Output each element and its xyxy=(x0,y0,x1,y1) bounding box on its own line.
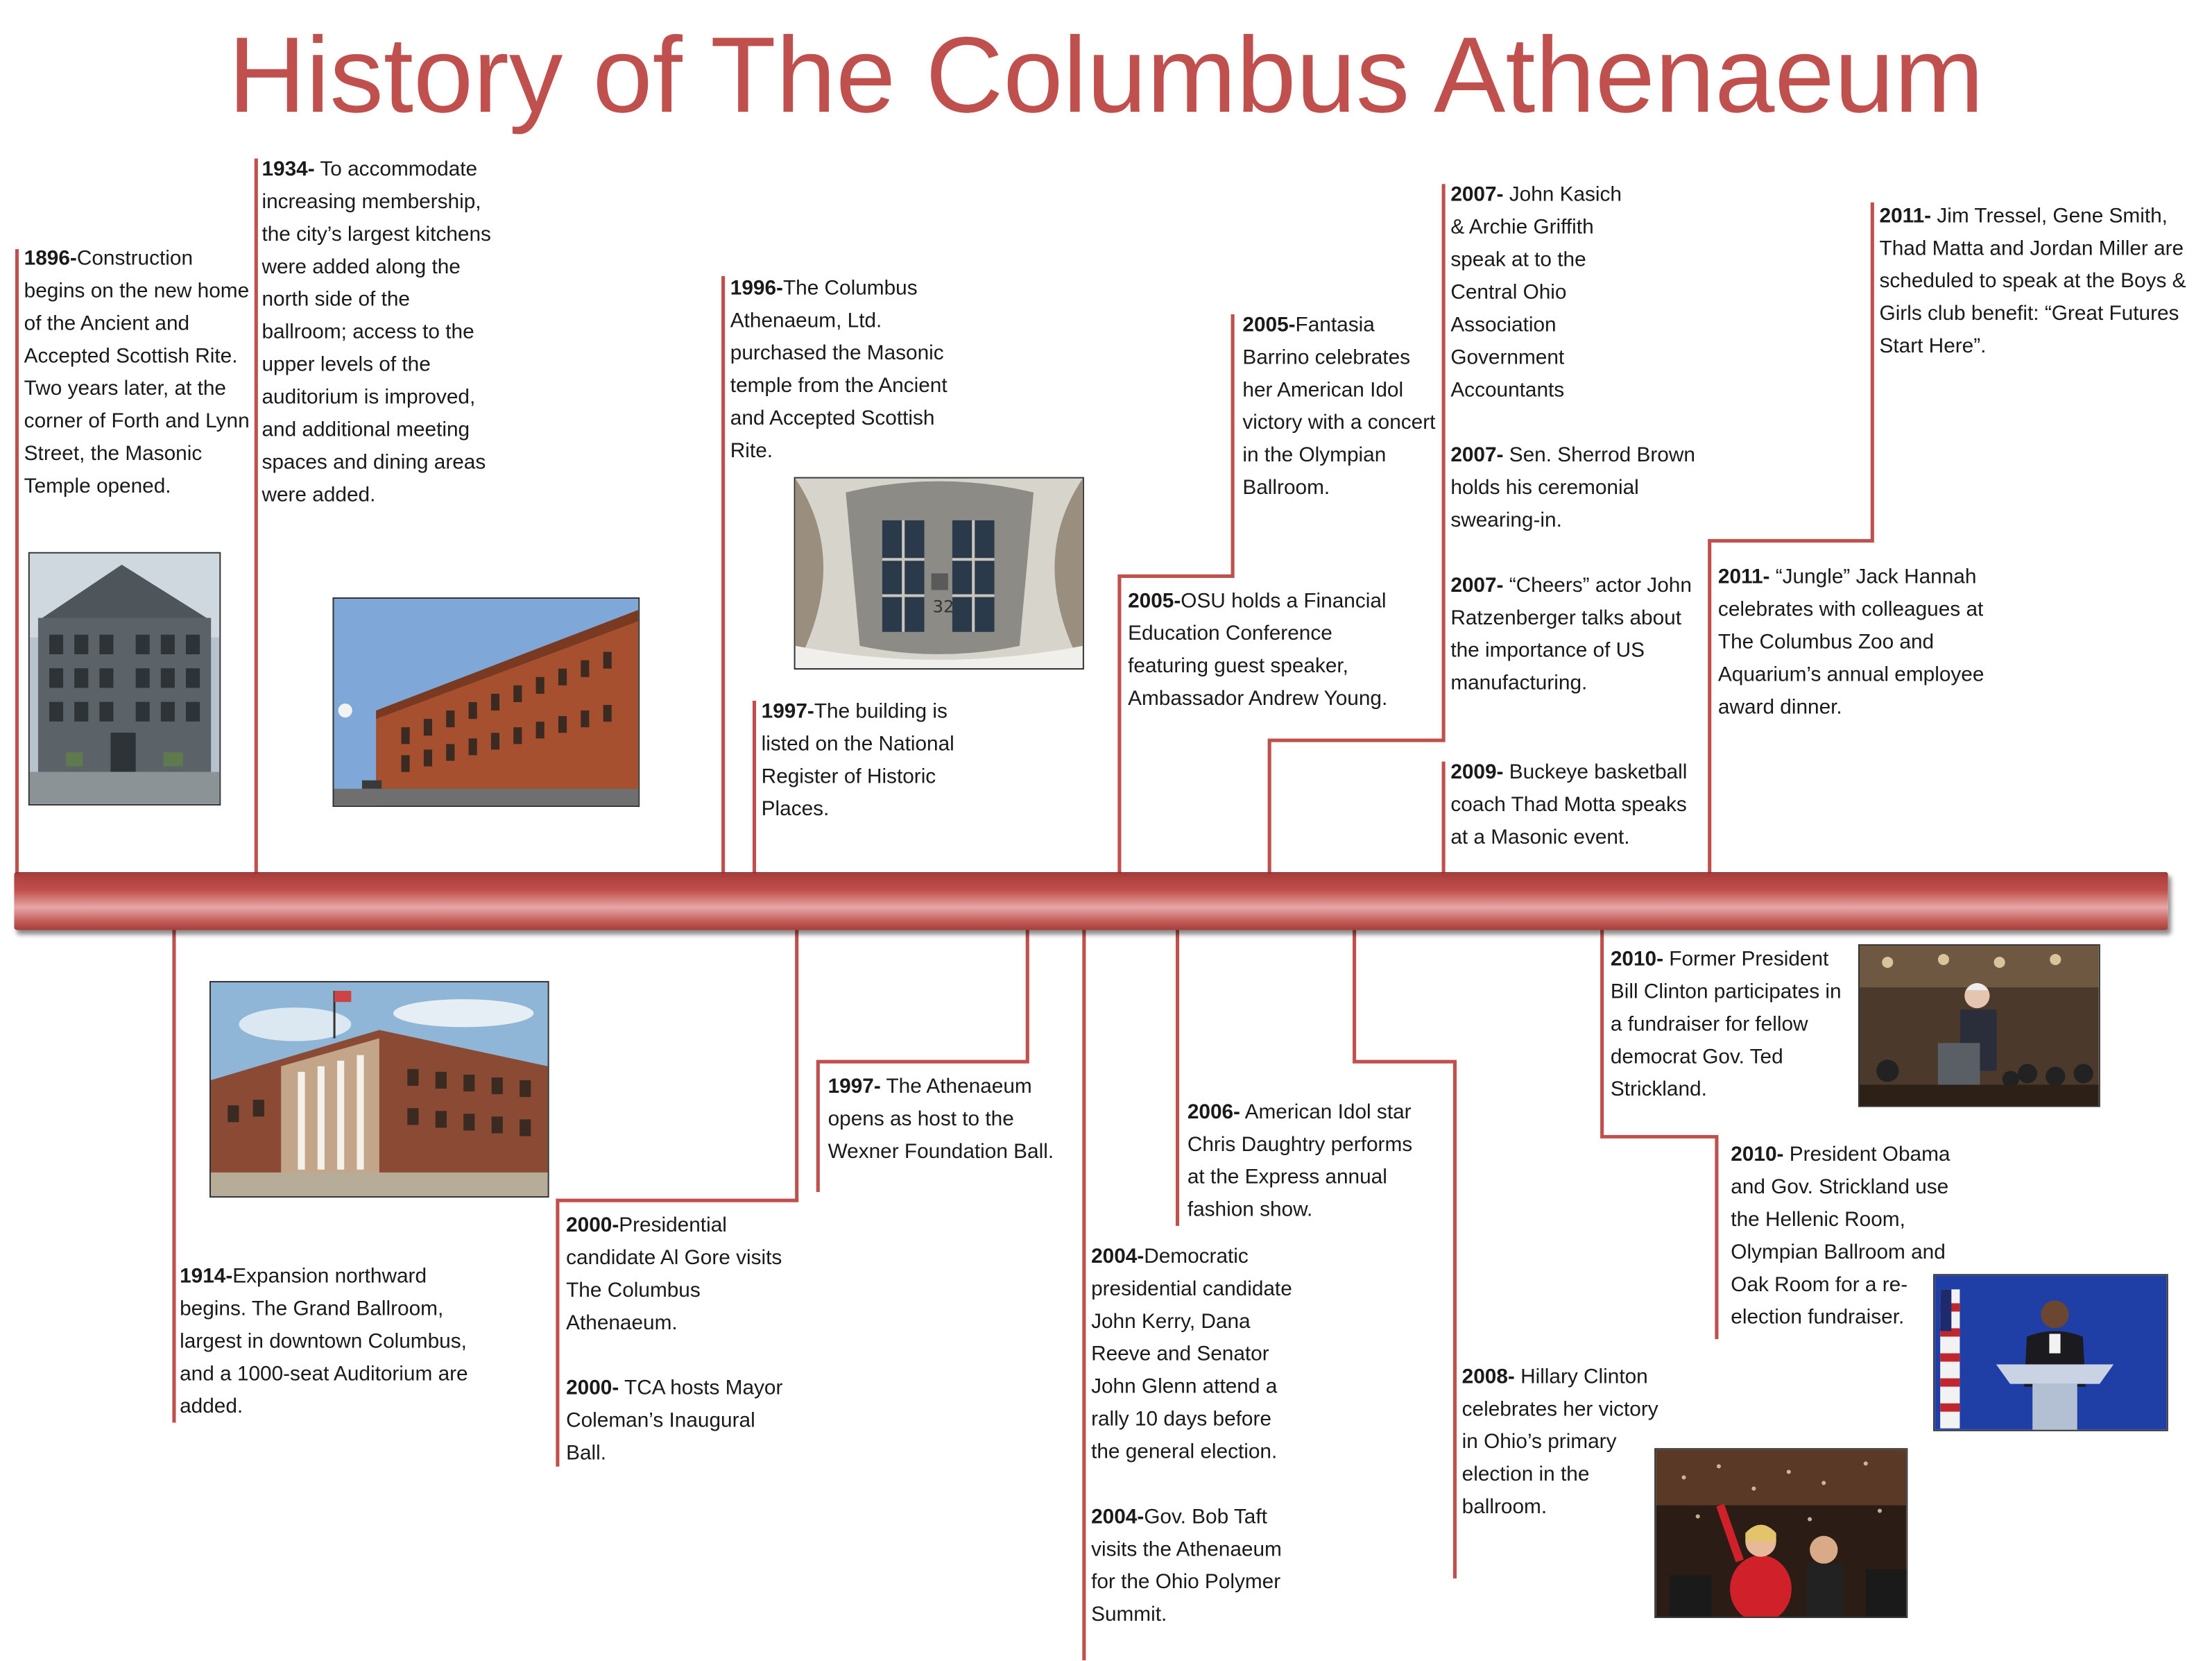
event-year: 2004- xyxy=(1091,1506,1144,1529)
event-text: Expansion northward begins. The Grand Ballroom, largest in downtown Columbus, and a 1000-seat Auditorium are added. xyxy=(180,1266,468,1419)
event-2008 xyxy=(1462,1362,1661,1525)
event-2011-tressel xyxy=(1880,201,2205,364)
event-2005-fantasia xyxy=(1242,310,1441,506)
event-year: 2010- xyxy=(1610,948,1664,971)
event-year: 1996- xyxy=(730,277,783,300)
event-year: 2004- xyxy=(1091,1245,1144,1269)
event-year: 2007- xyxy=(1450,184,1504,207)
event-text: “Jungle” Jack Hannah celebrates with colleagues at The Columbus Zoo and Aquarium’s annual employee award dinner. xyxy=(1717,566,1984,719)
event-year: 1934- xyxy=(262,158,315,182)
bill-clinton-podium-photo xyxy=(1858,944,2100,1107)
event-text: Gov. Bob Taft visits the Athenaeum for the Ohio Polymer Summit. xyxy=(1091,1506,1282,1627)
event-text: Democratic presidential candidate John Kerry, Dana Reeve and Senator John Glenn attend a rally 10 days before the general election. xyxy=(1091,1245,1292,1464)
event-text: Buckeye basketball coach Thad Motta speaks at a Masonic event. xyxy=(1450,761,1688,850)
event-year: 2010- xyxy=(1731,1143,1784,1167)
event-1914 xyxy=(180,1261,470,1424)
event-2000-group xyxy=(566,1210,800,1470)
event-1896 xyxy=(24,244,250,504)
obama-podium-photo xyxy=(1933,1274,2168,1431)
event-text: TCA hosts Mayor Coleman’s Inaugural Ball. xyxy=(566,1377,783,1465)
event-1997-wexner xyxy=(828,1072,1054,1193)
timeline-bar xyxy=(14,872,2168,930)
event-year: 2006- xyxy=(1187,1101,1240,1125)
event-text: Presidential candidate Al Gore visits The Columbus Athenaeum. xyxy=(566,1214,782,1336)
event-text: “Cheers” actor John Ratzenberger talks about the importance of US manufacturing. xyxy=(1450,574,1692,695)
page-title: History of The Columbus Athenaeum xyxy=(228,15,1984,136)
event-year: 2007- xyxy=(1450,444,1504,468)
event-year: 2008- xyxy=(1461,1365,1515,1389)
event-year: 2011- xyxy=(1879,205,1932,228)
athenaeum-1914-postcard-photo xyxy=(209,981,549,1198)
event-year: 2005- xyxy=(1128,590,1181,613)
event-2011-hannah xyxy=(1718,562,2001,725)
event-year: 2007- xyxy=(1450,574,1504,598)
connector-2011 xyxy=(1710,203,1873,874)
event-text: The Columbus Athenaeum, Ltd. purchased the Masonic temple from the Ancient and Accepted Scottish Rite. xyxy=(730,277,948,463)
connector-2008 xyxy=(1355,930,1455,1578)
athenaeum-entrance-fisheye-photo xyxy=(794,477,1084,670)
event-year: 1914- xyxy=(180,1266,233,1288)
event-year: 2009- xyxy=(1450,761,1504,785)
event-text: OSU holds a Financial Education Conference featuring guest speaker, Ambassador Andrew Young. xyxy=(1128,590,1388,711)
event-2006 xyxy=(1188,1097,1435,1227)
event-text: Hillary Clinton celebrates her victory in Ohio’s primary election in the ballroom. xyxy=(1461,1365,1658,1519)
event-year: 2000- xyxy=(566,1377,619,1400)
connector-2007 xyxy=(1269,184,1443,878)
event-text: The Athenaeum opens as host to the Wexner Foundation Ball. xyxy=(828,1075,1054,1164)
event-year: 1997- xyxy=(828,1075,881,1099)
masonic-temple-1896-photo xyxy=(28,552,221,806)
event-text: To accommodate increasing membership, the city’s largest kitchens were added along the north side of the ballroom; access to the upper levels of the auditorium is improved, and additional meeting spaces and dining areas were added. xyxy=(262,158,491,507)
event-year: 1997- xyxy=(761,700,814,724)
event-2009 xyxy=(1450,758,1705,855)
event-year: 1896- xyxy=(24,248,77,271)
event-year: 2000- xyxy=(566,1214,619,1238)
svg-text:32: 32 xyxy=(932,597,954,617)
event-1996 xyxy=(730,273,957,469)
event-text: Fantasia Barrino celebrates her American Idol victory with a concert in the Olympian Ballroom. xyxy=(1242,314,1436,500)
event-text: American Idol star Chris Daughtry performs at the Express annual fashion show. xyxy=(1187,1101,1413,1222)
event-text: Jim Tressel, Gene Smith, Thad Matta and Jordan Miller are scheduled to speak at the Boys & Girls club benefit: “Great Futures Start Here”. xyxy=(1879,205,2186,359)
event-year: 2011- xyxy=(1717,566,1770,589)
event-2004-group xyxy=(1091,1241,1303,1632)
event-2010-bill-clinton xyxy=(1611,944,1844,1107)
event-2010-obama xyxy=(1731,1139,1964,1335)
event-text: President Obama and Gov. Strickland use the Hellenic Room, Olympian Ballroom and Oak Room for a re-election fundraiser. xyxy=(1731,1143,1950,1329)
event-1997-register xyxy=(762,697,960,827)
event-1934 xyxy=(262,154,495,512)
event-text: Construction begins on the new home of the Ancient and Accepted Scottish Rite. Two years later, at the corner of Forth and Lynn Street, the Masonic Temple opened. xyxy=(24,248,250,499)
hillary-clinton-celebration-photo xyxy=(1654,1448,1907,1618)
event-text: Former President Bill Clinton participates in a fundraiser for fellow democrat Gov. Ted Strickland. xyxy=(1610,948,1842,1102)
event-text: Sen. Sherrod Brown holds his ceremonial swearing-in. xyxy=(1450,444,1695,533)
athenaeum-1934-building-photo xyxy=(332,597,640,807)
event-text: John Kasich & Archie Griffith speak at to the Central Ohio Association Government Accountants xyxy=(1450,184,1622,402)
event-2005-osu xyxy=(1128,586,1411,717)
event-text: The building is listed on the National Register of Historic Places. xyxy=(761,700,954,821)
event-year: 2005- xyxy=(1242,314,1296,337)
event-2007-group xyxy=(1450,180,1708,701)
